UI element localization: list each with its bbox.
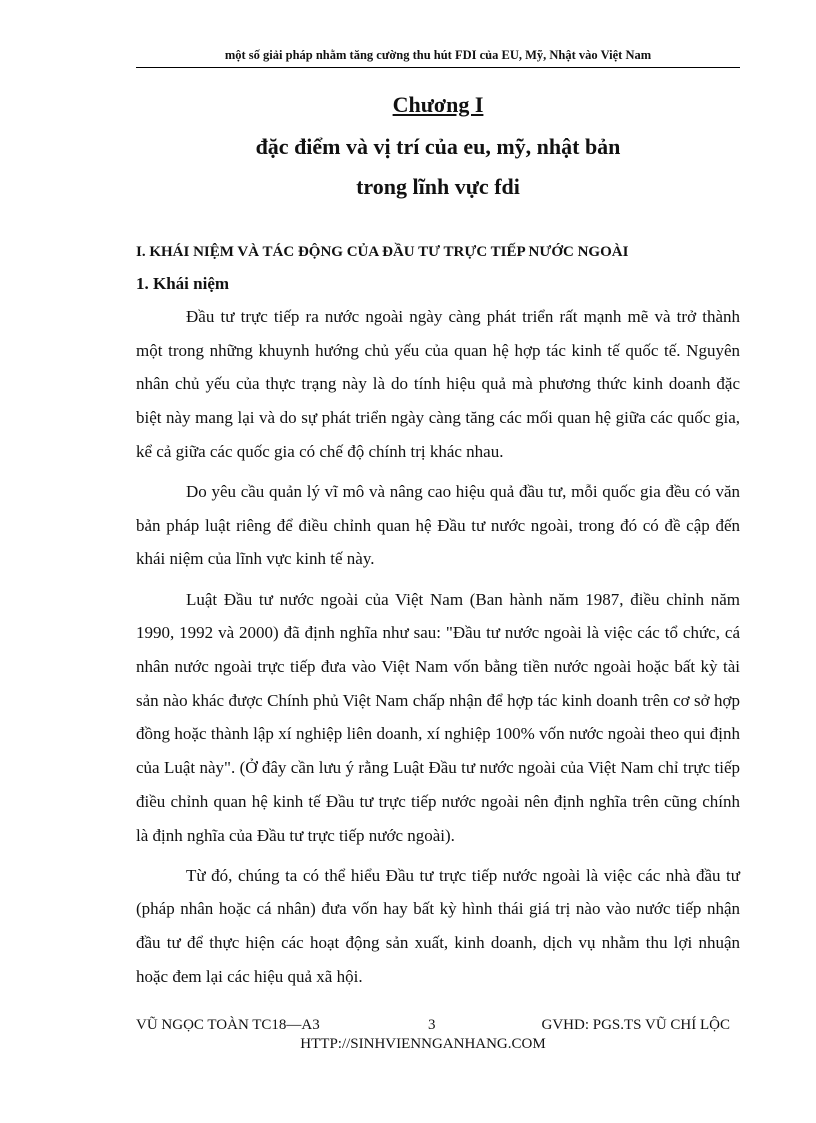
subsection-heading: 1. Khái niệm [136,274,230,293]
page-footer [136,1016,740,1054]
page-number: 3 [428,1017,436,1033]
paragraph: Từ đó, chúng ta có thể hiểu Đầu tư trực tiếp nước ngoài là việc các nhà đầu tư (pháp nhân hoặc cá nhân) đưa vốn hay bất kỳ hình thái giá trị nào vào nước tiếp nhận đầu tư để thực hiện các hoạt động sản xuất, kinh doanh, dịch vụ nhằm thu lợi nhuận hoặc đem lại các hiệu quả xã hội. [136,865,740,986]
header-divider [136,67,740,68]
chapter-title-line-2: trong lĩnh vực fdi [356,174,520,199]
footer-advisor: GVHD: PGS.TS VŨ CHÍ LỘC [541,1017,730,1033]
body-text [136,300,740,1000]
section-heading: I. KHÁI NIỆM VÀ TÁC ĐỘNG CỦA ĐẦU TƯ TRỰC TIẾP NƯỚC NGOÀI [136,244,629,260]
paragraph: Luật Đầu tư nước ngoài của Việt Nam (Ban hành năm 1987, điều chỉnh năm 1990, 1992 và 2000) đã định nghĩa như sau: "Đầu tư nước ngoài là việc các tổ chức, cá nhân nước ngoài trực tiếp đưa vào Việt Nam vốn bằng tiền nước ngoài hoặc bất kỳ tài sản nào khác được Chính phủ Việt Nam chấp nhận để hợp tác kinh doanh trên cơ sở hợp đồng hoặc thành lập xí nghiệp liên doanh, xí nghiệp 100% vốn nước ngoài theo qui định của Luật này". (Ở đây cần lưu ý rằng Luật Đầu tư nước ngoài của Việt Nam chỉ trực tiếp điều chỉnh quan hệ kinh tế Đầu tư trực tiếp nước ngoài nên định nghĩa trên cũng chính là định nghĩa của Đầu tư trực tiếp nước ngoài). [136,589,740,845]
chapter-label: Chương I [392,92,484,117]
paragraph: Đầu tư trực tiếp ra nước ngoài ngày càng phát triển rất mạnh mẽ và trở thành một trong những khuynh hướng chủ yếu của quan hệ hợp tác kinh tế quốc tế. Nguyên nhân chủ yếu của thực trạng này là do tính hiệu quả mà phương thức kinh doanh đặc biệt này mang lại và do sự phát triển ngày càng tăng các mối quan hệ giữa các quốc gia, kể cả giữa các quốc gia có chế độ chính trị khác nhau. [136,307,740,461]
running-header: một số giải pháp nhằm tăng cường thu hút FDI của EU, Mỹ, Nhật vào Việt Nam [224,48,652,62]
chapter-title-line-1: đặc điểm và vị trí của eu, mỹ, nhật bản [255,134,621,159]
paragraph: Do yêu cầu quản lý vĩ mô và nâng cao hiệu quả đầu tư, mỗi quốc gia đều có văn bản pháp luật riêng để điều chỉnh quan hệ Đầu tư nước ngoài, trong đó có đề cập đến khái niệm của lĩnh vực kinh tế này. [136,482,740,569]
footer-url[interactable]: HTTP://SINHVIENNGANHANG.COM [300,1036,546,1052]
footer-author: VŨ NGỌC TOÀN TC18—A3 [136,1017,320,1033]
